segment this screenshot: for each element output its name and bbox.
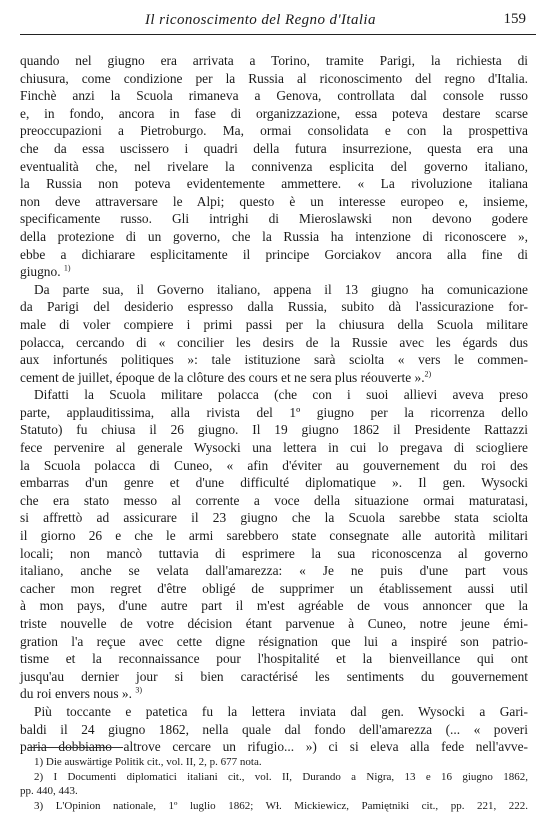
footnote-ref: 2) [424, 369, 432, 379]
footnote-divider [28, 747, 123, 748]
text-line: eventualità che, nel rivelare la connivenza esplicita del governo italiano, [20, 158, 528, 174]
text-line-content: cement de juillet, époque de la clôture des cours et ne sera plus réouverte ». [20, 369, 425, 385]
text-line: che era stato messo al corrente a voce della situazione ormai maturatasi, [20, 492, 528, 508]
text-line: gration l'a reçue avec cette digne résignation que lui a inspiré son patrio- [20, 633, 528, 649]
footnote: 2) I Documenti diplomatici italiani cit., vol. II, Durando a Nigra, 13 e 16 giugno 1862, [34, 770, 528, 783]
text-line: si affrettò ad assicurare il 23 giugno che la Scuola sarebbe stata sciolta [20, 510, 528, 526]
text-line: la Scuola polacca di Cuneo, « afin d'éviter au gouvernement du roi des [20, 457, 528, 473]
text-line: e, in fondo, ancora in fase di organizzazione, essa poteva destare scarse [20, 105, 528, 121]
running-title: Il riconoscimento del Regno d'Italia [145, 12, 376, 28]
text-line-content: giugno. [20, 264, 61, 280]
text-line: il giorno 26 e che le armi sarebbero state consegnate alle autorità militari [20, 528, 528, 544]
footnote: 3) L'Opinion nationale, 1º luglio 1862; Wł. Mickiewicz, Pamiętniki cit., pp. 221, 222. [34, 799, 528, 812]
text-line: la Russia non poteva evidentemente ammettere. « La rivoluzione italiana [20, 176, 528, 192]
text-line: fece pervenire al generale Wysocki una lettera in cui lo pregava di sciogliere [20, 440, 528, 456]
text-line: cacher mon regret d'être obligé de supprimer un établissement aussi util [20, 580, 528, 596]
footnote: 1) Die auswärtige Politik cit., vol. II, 2, p. 677 nota. [34, 756, 262, 768]
text-line: quando nel giugno era arrivata a Torino, tramite Parigi, la richiesta di [20, 53, 528, 68]
text-line: male di voler compiere i primi passi per la chiusura della Scuola militare [20, 316, 528, 332]
text-line [20, 263, 528, 281]
footnotes [20, 755, 528, 813]
text-line: specificamente russo. Gli intrighi di Mieroslawski non devono godere [20, 211, 528, 227]
text-line: tisme et la reconnaissance pour l'hospitalité et la bienveillance qui ont [20, 651, 528, 667]
body-text [20, 52, 528, 756]
text-line: jusqu'au dernier jour si bien caractérisé les sentiments du gouvernement [20, 668, 528, 684]
text-line: polacca, cercando di « concilier les desirs de la Russie avec les égards dus [20, 334, 528, 350]
text-line: à mon pays, d'une autre part il m'est agréable de vous annoncer que la [20, 598, 528, 614]
footnote-ref: 3) [135, 685, 142, 695]
text-line: Difatti la Scuola militare polacca (che con i suoi allievi aveva preso [34, 387, 528, 403]
text-line: Statuto) fu chiusa il 26 giugno. Il 19 giugno 1862 il Presidente Rattazzi [20, 422, 528, 438]
text-line [20, 685, 528, 703]
text-line: ebbe a dichiarare esplicitamente il principe Gorciakov ancora alla fine di [20, 246, 528, 262]
text-line: baldi il 24 giugno 1862, nella quale dal fondo dell'amarezza (... « poveri [20, 721, 528, 737]
text-line: che da essa uscissero i quadri della futura insurrezione, questa era una [20, 140, 528, 156]
text-line: triste nouvelle de votre décision étant parvenue à Cuneo, notre jeune émi- [20, 616, 528, 631]
text-line: locali; non mancò tuttavia di esprimere la sua riconoscenza al governo [20, 545, 528, 561]
text-line: paria dobbiamo altrove cercare un rifugio... ») ci si eleva alla fede nell'avve- [20, 739, 528, 755]
footnote-continuation: pp. 440, 443. [20, 785, 78, 798]
text-line: chiusura, come condizione per la Russia al riconoscimento del regno d'Italia. [20, 70, 528, 86]
text-line: non deve attraversare le Alpi; questo è un interesse europeo e, insieme, [20, 193, 528, 209]
page-header [20, 10, 536, 35]
text-line: Finchè anzi la Scuola rimaneva a Genova, controllata dal console russo [20, 88, 528, 104]
text-line: embarras d'un genre et d'une difficulté diplomatique ». Il gen. Wysocki [20, 475, 528, 491]
text-line: preoccupazioni a Pietroburgo. Ma, ormai consolidata e con la prospettiva [20, 123, 528, 139]
text-line: parte, applauditissima, alla rivista del 1º giugno per la ricorrenza dello [20, 404, 528, 420]
text-line: Da parte sua, il Governo italiano, appena il 13 giugno ha comunicazione [34, 281, 528, 297]
text-line: della protezione di un governo, che la Russia ha intenzione di riconoscere », [20, 228, 528, 244]
text-line [20, 369, 528, 387]
text-line-content: du roi envers nous ». [20, 686, 132, 702]
footnote-ref: 1) [63, 263, 71, 273]
page-number: 159 [503, 11, 526, 27]
text-line: aux infortunés politiques »: tale istituzione sarà sciolta « vers le commen- [20, 352, 528, 368]
text-line: da Parigi del desiderio espresso dalla Russia, subito dà l'assicurazione for- [20, 299, 528, 315]
text-line: Più toccante e patetica fu la lettera inviata dal gen. Wysocki a Gari- [34, 703, 528, 719]
text-line: italiano, anche se velata dall'amarezza: « Je ne puis d'une part vous [20, 563, 528, 579]
